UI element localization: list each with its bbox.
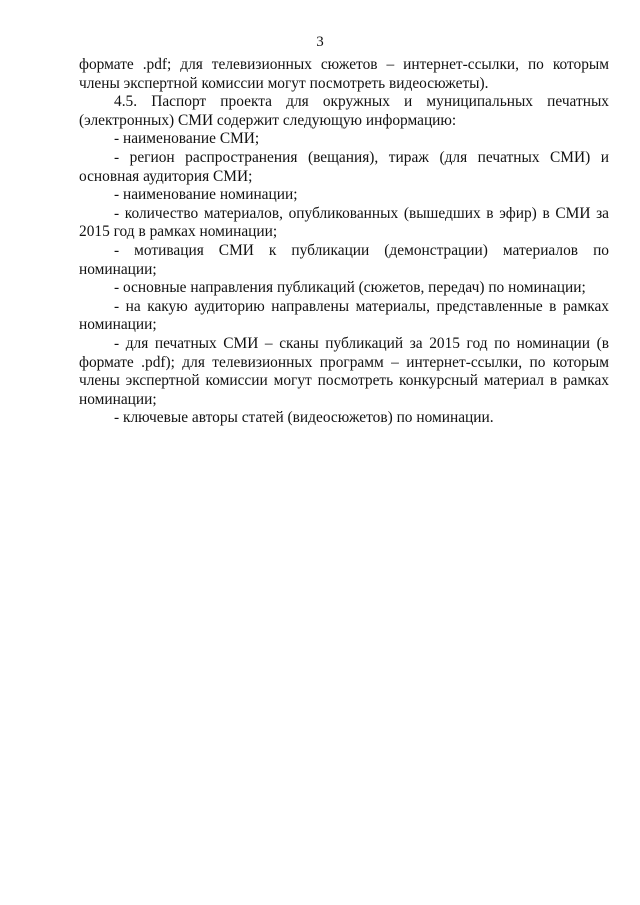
list-item-material-count: - количество материалов, опубликованных (вышедших в эфир) в СМИ за 2015 год в рамках номинации;: [79, 204, 609, 241]
document-body: [79, 56, 609, 428]
list-item-key-authors: - ключевые авторы статей (видеосюжетов) по номинации.: [114, 409, 494, 427]
list-item-main-directions: - основные направления публикаций (сюжетов, передач) по номинации;: [114, 279, 586, 297]
list-item-target-audience: - на какую аудиторию направлены материалы, представленные в рамках номинации;: [79, 297, 609, 334]
list-item-motivation: - мотивация СМИ к публикации (демонстрации) материалов по номинации;: [79, 241, 609, 278]
list-item-media-name: - наименование СМИ;: [114, 130, 260, 148]
list-item-nomination-name: - наименование номинации;: [114, 186, 298, 204]
list-item-scans-and-links: - для печатных СМИ – сканы публикаций за 2015 год по номинации (в формате .pdf); для телевизионных программ – интернет-ссылки, по которым члены экспертной комиссии могут посмотреть конкурсный материал в рамках номинации;: [79, 334, 609, 408]
page-number: 3: [316, 34, 324, 50]
paragraph-section-4-5: 4.5. Паспорт проекта для окружных и муниципальных печатных (электронных) СМИ содержит следующую информацию:: [79, 93, 609, 129]
paragraph-continuation: формате .pdf; для телевизионных сюжетов – интернет-ссылки, по которым члены экспертной комиссии могут посмотреть видеосюжеты).: [79, 56, 609, 92]
list-item-region-circulation: - регион распространения (вещания), тираж (для печатных СМИ) и основная аудитория СМИ;: [79, 148, 609, 185]
